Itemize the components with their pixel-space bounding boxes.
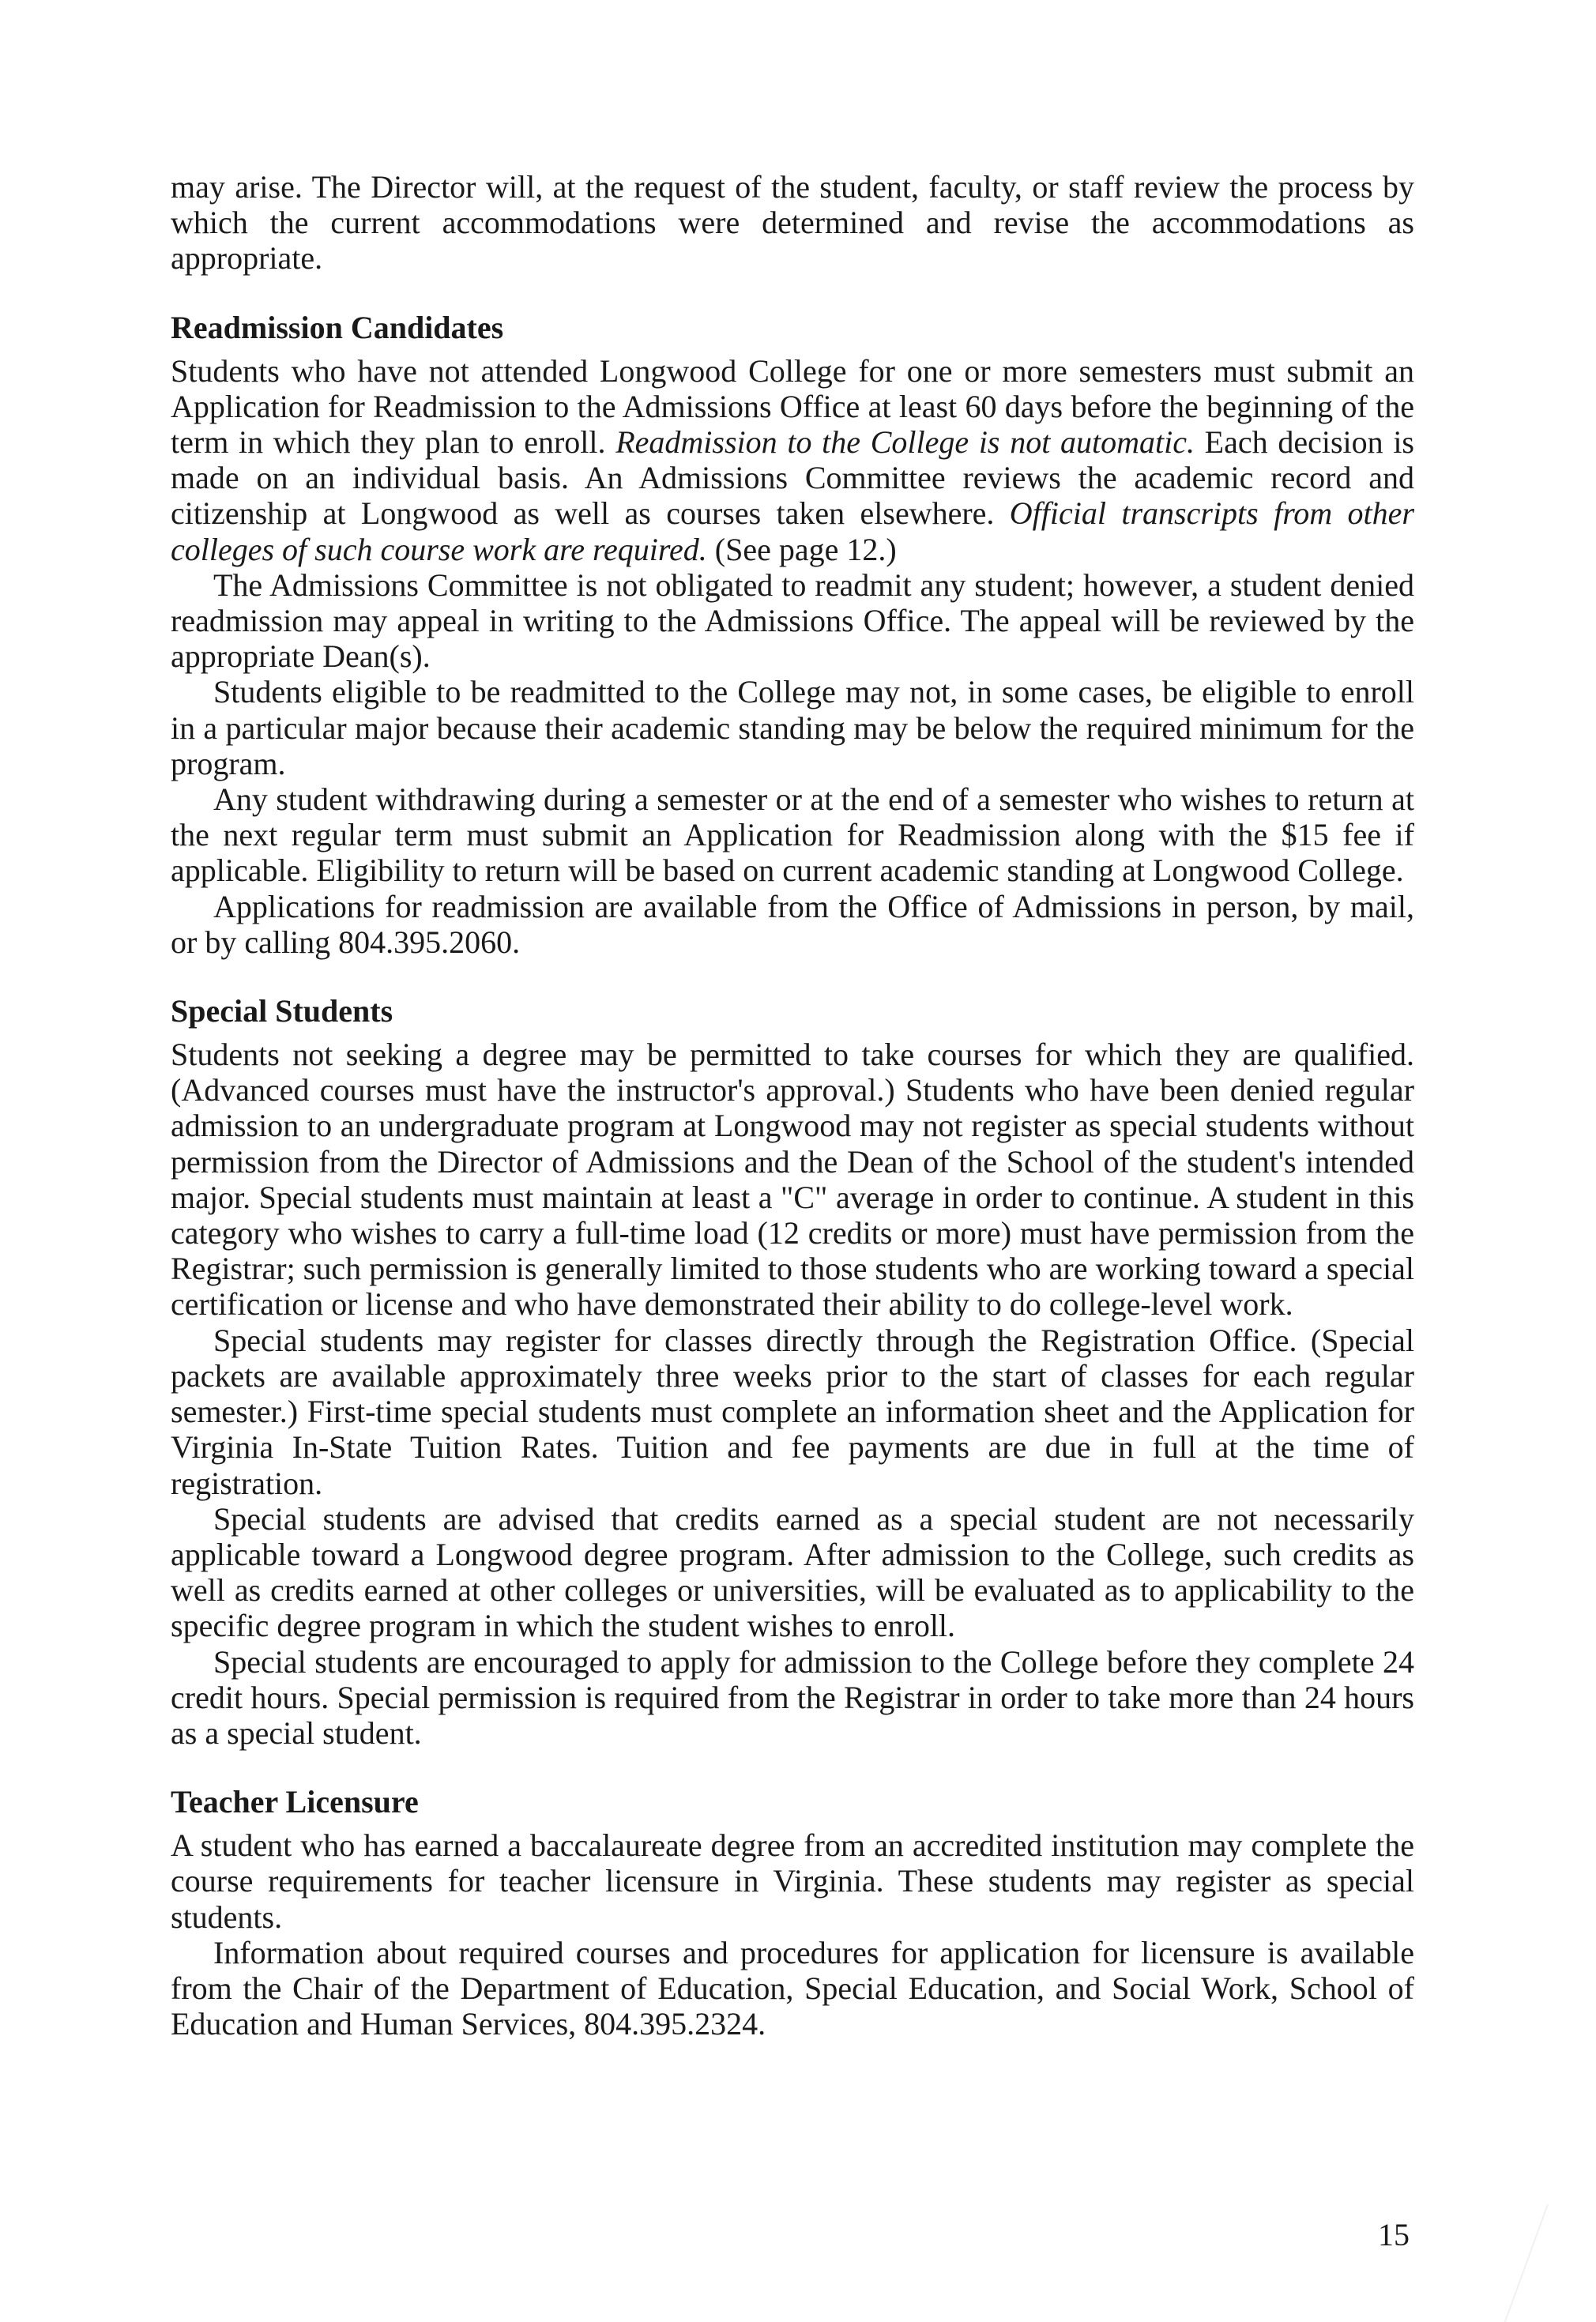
- intro-paragraph: may arise. The Director will, at the request of the student, faculty, or staff review the process by which the current accommodations were determined and revise the accommodations as appropriate.: [171, 169, 1414, 277]
- readmission-paragraph-1: [171, 353, 1414, 567]
- official-transcripts-note: Official transcripts from other colleges of such course work are required.: [171, 495, 1414, 567]
- readmission-p1-text-c: Each decision is made on an individual basis. An Admissions Committee reviews the academic record and citizenship at Longwood as well as courses taken elsewhere.: [171, 424, 1414, 532]
- teacher-licensure-paragraph-1: A student who has earned a baccalaureate degree from an accredited institution may complete the course requirements for teacher licensure in Virginia. These students may register as special students.: [171, 1827, 1414, 1935]
- special-students-section: [171, 993, 1414, 1751]
- teacher-licensure-paragraph-2: Information about required courses and procedures for application for licensure is available from the Chair of the Department of Education, Special Education, and Social Work, School of Education and Human Services, 804.395.2324.: [171, 1934, 1414, 2042]
- special-students-paragraph-3: Special students are advised that credits earned as a special student are not necessarily applicable toward a Longwood degree program. After admission to the College, such credits as well as credits earned at other colleges or universities, will be evaluated as to applicability to the specific degree program in which the student wishes to enroll.: [171, 1500, 1414, 1644]
- readmission-paragraph-3: Students eligible to be readmitted to the College may not, in some cases, be eligible to enroll in a particular major because their academic standing may be below the required minimum for the program.: [171, 674, 1414, 781]
- readmission-paragraph-5: Applications for readmission are available from the Office of Admissions in person, by mail, or by calling 804.395.2060.: [171, 888, 1414, 960]
- readmission-p1-text-a: Students who have not attended Longwood College for one or more semesters must submit an Application for Readmission to the Admissions Office at least 60 days before the beginning of the term in which they plan to enroll.: [171, 352, 1414, 461]
- page-edge-shadow: [1504, 2204, 1596, 2322]
- teacher-licensure-heading: Teacher Licensure: [171, 1784, 419, 1820]
- readmission-paragraph-4: Any student withdrawing during a semester or at the end of a semester who wishes to return at the next regular term must submit an Application for Readmission along with the $15 fee if applicable. Eligibility to return will be based on current academic standing at Longwood College.: [171, 781, 1414, 889]
- readmission-section: [171, 310, 1414, 960]
- page-body: [171, 169, 1414, 2042]
- special-students-paragraph-2: Special students may register for classes directly through the Registration Office. (Special packets are available approximately three weeks prior to the start of classes for each regular semester.) First-time special students must complete an information sheet and the Application for Virginia In-State Tuition Rates. Tuition and fee payments are due in full at the time of registration.: [171, 1322, 1414, 1501]
- page-number: 15: [1378, 2217, 1410, 2252]
- readmission-p1-text-e: (See page 12.): [706, 531, 897, 567]
- teacher-licensure-section: [171, 1784, 1414, 2042]
- special-students-paragraph-4: Special students are encouraged to apply for admission to the College before they complete 24 credit hours. Special permission is required from the Registrar in order to take more than 24 hours as a special student.: [171, 1643, 1414, 1751]
- readmission-paragraph-2: The Admissions Committee is not obligated to readmit any student; however, a student denied readmission may appeal in writing to the Admissions Office. The appeal will be reviewed by the appropriate Dean(s).: [171, 566, 1414, 675]
- readmission-not-automatic-note: Readmission to the College is not automatic.: [615, 424, 1195, 461]
- special-students-paragraph-1: Students not seeking a degree may be permitted to take courses for which they are qualified. (Advanced courses must have the instructor's approval.) Students who have been denied regular admission to an undergraduate program at Longwood may not register as special students without permission from the Director of Admissions and the Dean of the School of the student's intended major. Special students must maintain at least a "C" average in order to continue. A student in this category who wishes to carry a full-time load (12 credits or more) must have permission from the Registrar; such permission is generally limited to those students who are working toward a special certification or license and who have demonstrated their ability to do college-level work.: [171, 1037, 1414, 1323]
- readmission-heading: Readmission Candidates: [171, 309, 504, 345]
- special-students-heading: Special Students: [171, 993, 393, 1029]
